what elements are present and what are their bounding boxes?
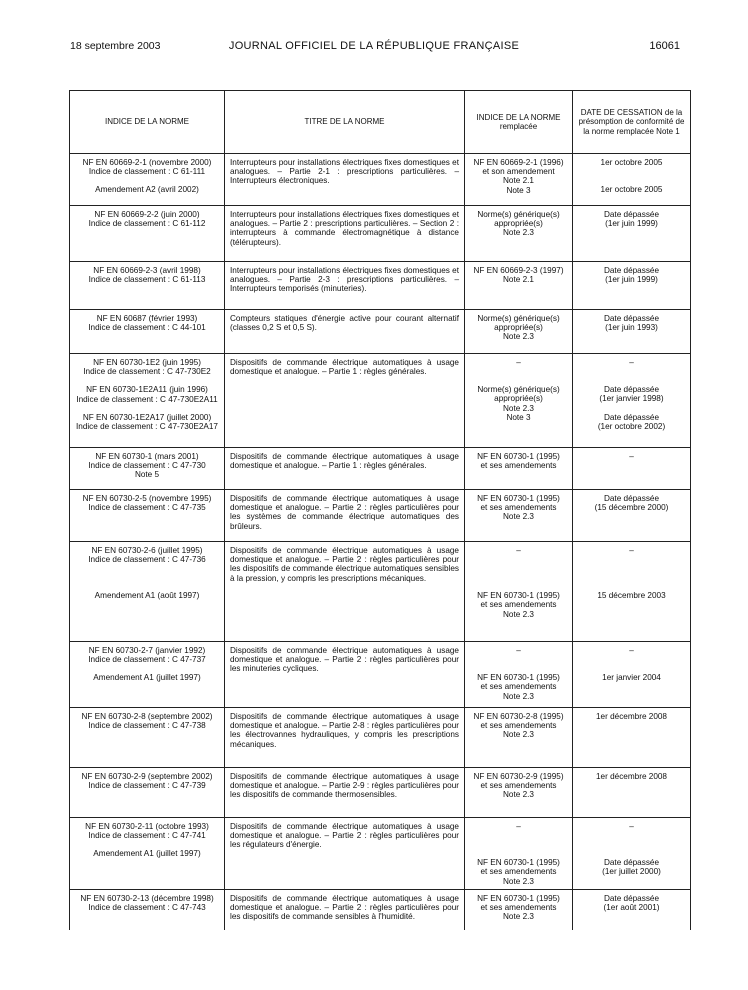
cell-line: Interrupteurs pour installations électriques fixes domestiques et analogues. – Partie 2-3 : prescriptions particulières. – Interrupteurs temporisés (minuteries). [230, 266, 459, 294]
journal-title: JOURNAL OFFICIEL DE LA RÉPUBLIQUE FRANÇAISE [228, 40, 520, 52]
cell-line: NF EN 60730-2-9 (1995) [473, 772, 564, 781]
cell-line: Amendement A1 (juillet 1997) [93, 673, 201, 683]
cell-line: et ses amendements [480, 721, 557, 731]
header-date: 18 septembre 2003 [70, 40, 161, 52]
cell-line: Indice de classement : C 47-735 [88, 503, 206, 513]
table-cell-c1 [70, 206, 225, 262]
cell-line: Note 2.3 [503, 403, 534, 413]
cell-line [470, 840, 567, 849]
cell-line [470, 367, 567, 376]
table-cell-c1 [70, 708, 225, 768]
table-row [70, 448, 691, 490]
cell-line: Dispositifs de commande électrique automatiques à usage domestique et analogue. – Partie 2 : règles particulières pour les systèmes de commande électrique automatiques des brûleurs. [230, 494, 459, 531]
cell-line: Date dépassée [603, 266, 660, 275]
cell-line: Indice de classement : C 47-741 [88, 831, 206, 841]
table-cell-c1 [70, 154, 225, 206]
column-header-date-cessation: DATE DE CESSATION de la présomption de conformité de la norme remplacée Note 1 [573, 91, 691, 154]
table-cell-c4 [573, 354, 691, 448]
table-cell-c2 [225, 448, 465, 490]
table-header-row [70, 91, 691, 154]
cell-line: Indice de classement : C 47-730E2A11 [76, 394, 218, 404]
cell-line: NF EN 60687 (février 1993) [96, 314, 198, 323]
cell-line: Note 2.3 [503, 876, 534, 886]
cell-line: (15 décembre 2000) [594, 503, 669, 513]
cell-line: NF EN 60730-1 (1995) [477, 452, 560, 461]
table-cell-c3 [465, 310, 573, 354]
cell-line: (1er octobre 2002) [597, 421, 666, 431]
cell-line: – [516, 546, 521, 555]
cell-line: et ses amendements [480, 781, 557, 791]
cell-line: NF EN 60730-1 (1995) [477, 494, 560, 503]
table-cell-c3 [465, 448, 573, 490]
cell-line: Dispositifs de commande électrique automatiques à usage domestique et analogue. – Partie 1 : règles générales. [230, 358, 459, 377]
table-cell-c3 [465, 708, 573, 768]
cell-line: NF EN 60730-2-8 (septembre 2002) [81, 712, 213, 721]
table-row [70, 642, 691, 708]
table-cell-c3 [465, 818, 573, 890]
table-cell-c1 [70, 890, 225, 930]
cell-line [75, 840, 219, 849]
cell-line: Interrupteurs pour installations électriques fixes domestiques et analogues. – Partie 2-1 : prescriptions particulières. – Interrupteurs électroniques. [230, 158, 459, 186]
cell-line [470, 831, 567, 840]
cell-line: – [629, 452, 634, 461]
cell-line: Amendement A1 (juillet 1997) [93, 849, 201, 859]
cell-line: 1er décembre 2008 [595, 712, 667, 721]
cell-line: et ses amendements [480, 903, 557, 913]
cell-line: Dispositifs de commande électrique automatiques à usage domestique et analogue. – Partie 2 : règles particulières pour les régulateurs d'énergie. [230, 822, 459, 850]
cell-line: – [629, 546, 634, 555]
table-cell-c2 [225, 708, 465, 768]
cell-line: Indice de classement : C 47-736 [88, 555, 206, 565]
cell-line: et ses amendements [480, 503, 557, 513]
cell-line: 1er octobre 2005 [600, 185, 663, 195]
cell-line [578, 167, 685, 176]
cell-line: NF EN 60730-2-6 (juillet 1995) [91, 546, 203, 555]
cell-line: (1er juin 1999) [605, 219, 658, 229]
table-cell-c4 [573, 448, 691, 490]
cell-line: Norme(s) générique(s) [477, 385, 560, 395]
cell-line: Amendement A1 (août 1997) [94, 591, 200, 601]
cell-line: NF EN 60730-1 (1995) [477, 673, 560, 683]
cell-line: NF EN 60669-2-1 (1996) [473, 158, 564, 167]
cell-line [578, 376, 685, 385]
cell-line: Date dépassée [603, 210, 660, 219]
table-cell-c2 [225, 490, 465, 542]
cell-line: Indice de classement : C 47-738 [88, 721, 206, 731]
cell-line: Indice de classement : C 61-112 [88, 219, 206, 229]
cell-line: Note 5 [134, 470, 160, 480]
cell-line [75, 664, 219, 673]
cell-line: appropriée(s) [494, 394, 543, 404]
table-row [70, 206, 691, 262]
cell-line: et ses amendements [480, 461, 557, 471]
table-cell-c4 [573, 542, 691, 642]
cell-line: – [629, 646, 634, 655]
table-cell-c2 [225, 154, 465, 206]
table-cell-c1 [70, 490, 225, 542]
cell-line: Amendement A2 (avril 2002) [95, 185, 199, 195]
cell-line: Note 2.1 [503, 176, 534, 186]
table-cell-c3 [465, 262, 573, 310]
table-cell-c4 [573, 490, 691, 542]
table-cell-c1 [70, 818, 225, 890]
cell-line: NF EN 60730-1E2A17 (juillet 2000) [82, 412, 212, 422]
cell-line [75, 404, 219, 413]
table-row [70, 542, 691, 642]
table-cell-c1 [70, 542, 225, 642]
cell-line: NF EN 60669-2-2 (juin 2000) [94, 210, 200, 219]
cell-line: Dispositifs de commande électrique automatiques à usage domestique et analogue. – Partie 2 : règles particulières pour les dispositifs de commande électrique automatiques sensibles à la pression, y compris les prescriptions mécaniques. [230, 546, 459, 583]
table-cell-c3 [465, 768, 573, 818]
cell-line: NF EN 60730-2-11 (octobre 1993) [85, 822, 209, 831]
cell-line: NF EN 60730-2-13 (décembre 1998) [80, 894, 214, 903]
table-cell-c2 [225, 768, 465, 818]
cell-line: Note 2.3 [503, 912, 534, 922]
table-cell-c4 [573, 642, 691, 708]
cell-line [470, 655, 567, 664]
cell-line: – [629, 358, 634, 367]
cell-line [75, 582, 219, 591]
cell-line: Indice de classement : C 47-743 [88, 903, 206, 913]
table-cell-c3 [465, 490, 573, 542]
cell-line: Note 2.1 [503, 275, 534, 285]
cell-line: Dispositifs de commande électrique automatiques à usage domestique et analogue. – Partie 2-8 : règles particulières pour les électrovannes hydrauliques, y compris les prescriptions mécaniques. [230, 712, 459, 749]
cell-line [75, 573, 219, 582]
cell-line: NF EN 60730-1 (mars 2001) [95, 452, 199, 461]
cell-line: NF EN 60730-2-8 (1995) [473, 712, 564, 721]
table-cell-c2 [225, 818, 465, 890]
table-row [70, 310, 691, 354]
cell-line [578, 573, 685, 582]
cell-line: Note 2.3 [503, 691, 534, 701]
cell-line: Dispositifs de commande électrique automatiques à usage domestique et analogue. – Partie 1 : règles générales. [230, 452, 459, 471]
cell-line: Note 2.3 [503, 332, 534, 342]
cell-line [470, 573, 567, 582]
table-cell-c2 [225, 542, 465, 642]
cell-line [470, 376, 567, 385]
cell-line: NF EN 60730-1 (1995) [477, 858, 560, 868]
cell-line [578, 655, 685, 664]
table-row [70, 708, 691, 768]
table-cell-c2 [225, 890, 465, 930]
table-cell-c4 [573, 708, 691, 768]
cell-line: (1er juin 1999) [605, 275, 658, 285]
cell-line [578, 404, 685, 413]
table-cell-c3 [465, 354, 573, 448]
table-cell-c3 [465, 206, 573, 262]
cell-line: Compteurs statiques d'énergie active pour courant alternatif (classes 0,2 S et 0,5 S). [230, 314, 459, 333]
cell-line: (1er janvier 1998) [599, 394, 664, 404]
cell-line [75, 564, 219, 573]
cell-line: (1er août 2001) [603, 903, 660, 913]
cell-line: 1er janvier 2004 [602, 673, 661, 683]
cell-line: et ses amendements [480, 600, 557, 610]
column-header-indice: INDICE DE LA NORME [70, 91, 225, 154]
table-row [70, 154, 691, 206]
table-cell-c2 [225, 354, 465, 448]
table-cell-c2 [225, 310, 465, 354]
table-row [70, 262, 691, 310]
cell-line: Date dépassée [603, 314, 660, 323]
cell-line: – [629, 822, 634, 831]
table-cell-c4 [573, 890, 691, 930]
cell-line: Note 2.3 [503, 512, 534, 522]
cell-line: Indice de classement : C 47-737 [88, 655, 206, 665]
cell-line: Indice de classement : C 47-739 [88, 781, 206, 791]
table-row [70, 354, 691, 448]
cell-line: NF EN 60669-2-3 (1997) [473, 266, 564, 275]
page-number: 16061 [649, 40, 680, 52]
table-cell-c4 [573, 818, 691, 890]
cell-line [578, 849, 685, 858]
column-header-titre: TITRE DE LA NORME [225, 91, 465, 154]
cell-line: Date dépassée [603, 858, 660, 868]
cell-line: NF EN 60730-1 (1995) [477, 894, 560, 903]
cell-line [75, 176, 219, 185]
cell-line [75, 376, 219, 385]
cell-line [578, 664, 685, 673]
cell-line: Norme(s) générique(s) [477, 314, 560, 323]
cell-line: Date dépassée [603, 494, 660, 503]
table-body [70, 154, 691, 930]
cell-line: NF EN 60730-1E2A11 (juin 1996) [86, 385, 208, 395]
table-cell-c2 [225, 262, 465, 310]
cell-line: Note 3 [506, 412, 531, 422]
cell-line [578, 582, 685, 591]
table-cell-c4 [573, 768, 691, 818]
cell-line [470, 555, 567, 564]
table-cell-c3 [465, 154, 573, 206]
cell-line: 1er décembre 2008 [595, 772, 667, 781]
cell-line: – [516, 646, 521, 655]
cell-line [578, 176, 685, 185]
cell-line: Indice de classement : C 47-730E2 [83, 367, 211, 377]
cell-line [470, 564, 567, 573]
cell-line: Date dépassée [603, 412, 660, 422]
table-row [70, 890, 691, 930]
cell-line: Norme(s) générique(s) [477, 210, 560, 219]
cell-line: Indice de classement : C 47-730 [88, 461, 206, 471]
cell-line: Dispositifs de commande électrique automatiques à usage domestique et analogue. – Partie 2-9 : règles particulières pour les dispositifs de commande thermosensibles. [230, 772, 459, 800]
cell-line [470, 582, 567, 591]
table-row [70, 490, 691, 542]
cell-line [578, 564, 685, 573]
table-cell-c1 [70, 262, 225, 310]
cell-line: Indice de classement : C 47-730E2A17 [75, 422, 218, 432]
cell-line: et ses amendements [480, 682, 557, 692]
cell-line [578, 555, 685, 564]
cell-line: Indice de classement : C 61-111 [88, 167, 206, 177]
cell-line: appropriée(s) [494, 323, 543, 333]
cell-line: Note 3 [506, 185, 531, 195]
table-row [70, 818, 691, 890]
cell-line: Note 2.3 [503, 228, 534, 238]
cell-line: – [516, 822, 521, 831]
cell-line: NF EN 60730-1E2 (juin 1995) [93, 358, 201, 367]
table-cell-c1 [70, 310, 225, 354]
cell-line: 1er octobre 2005 [600, 158, 663, 167]
table-cell-c4 [573, 206, 691, 262]
table-cell-c3 [465, 542, 573, 642]
table-cell-c4 [573, 154, 691, 206]
table-cell-c2 [225, 642, 465, 708]
cell-line: (1er juin 1993) [605, 323, 658, 333]
cell-line: NF EN 60669-2-3 (avril 1998) [93, 266, 201, 275]
cell-line: (1er juillet 2000) [602, 867, 661, 877]
table-cell-c1 [70, 768, 225, 818]
table-cell-c4 [573, 262, 691, 310]
cell-line: et ses amendements [480, 867, 557, 877]
table-cell-c3 [465, 642, 573, 708]
cell-line: Note 2.3 [503, 730, 534, 740]
table-cell-c1 [70, 642, 225, 708]
cell-line: NF EN 60730-2-7 (janvier 1992) [88, 646, 206, 655]
cell-line: Date dépassée [603, 894, 660, 903]
cell-line: Dispositifs de commande électrique automatiques à usage domestique et analogue. – Partie 2 : règles particulières pour les dispositifs de commande sensibles à l'humidité. [230, 894, 459, 922]
table-cell-c2 [225, 206, 465, 262]
cell-line: appropriée(s) [494, 219, 543, 229]
cell-line: NF EN 60730-2-9 (septembre 2002) [81, 772, 213, 781]
cell-line [470, 664, 567, 673]
cell-line: NF EN 60669-2-1 (novembre 2000) [82, 158, 212, 167]
table-cell-c1 [70, 448, 225, 490]
cell-line: Dispositifs de commande électrique automatiques à usage domestique et analogue. – Partie 2 : règles particulières pour les minuteries cycliques. [230, 646, 459, 674]
cell-line: Note 2.3 [503, 609, 534, 619]
cell-line: Note 2.3 [503, 790, 534, 800]
table-cell-c4 [573, 310, 691, 354]
cell-line: Interrupteurs pour installations électriques fixes domestiques et analogues. – Partie 2 : prescriptions particulières. – Section 2 : interrupteurs à commande électromagnétique à distance (télérupteurs). [230, 210, 459, 247]
cell-line: Date dépassée [603, 385, 660, 395]
column-header-indice-remplacee: INDICE DE LA NORME remplacée [465, 91, 573, 154]
cell-line: – [516, 358, 521, 367]
table-cell-c1 [70, 354, 225, 448]
cell-line: NF EN 60730-2-5 (novembre 1995) [82, 494, 212, 503]
cell-line: 15 décembre 2003 [597, 591, 666, 601]
cell-line: Indice de classement : C 61-113 [88, 275, 206, 285]
cell-line [578, 840, 685, 849]
cell-line: et son amendement [482, 167, 555, 177]
cell-line: Indice de classement : C 44-101 [88, 323, 206, 333]
cell-line [578, 367, 685, 376]
table-cell-c3 [465, 890, 573, 930]
cell-line [578, 831, 685, 840]
cell-line [470, 849, 567, 858]
cell-line: NF EN 60730-1 (1995) [477, 591, 560, 601]
standards-table [69, 90, 691, 930]
table-row [70, 768, 691, 818]
